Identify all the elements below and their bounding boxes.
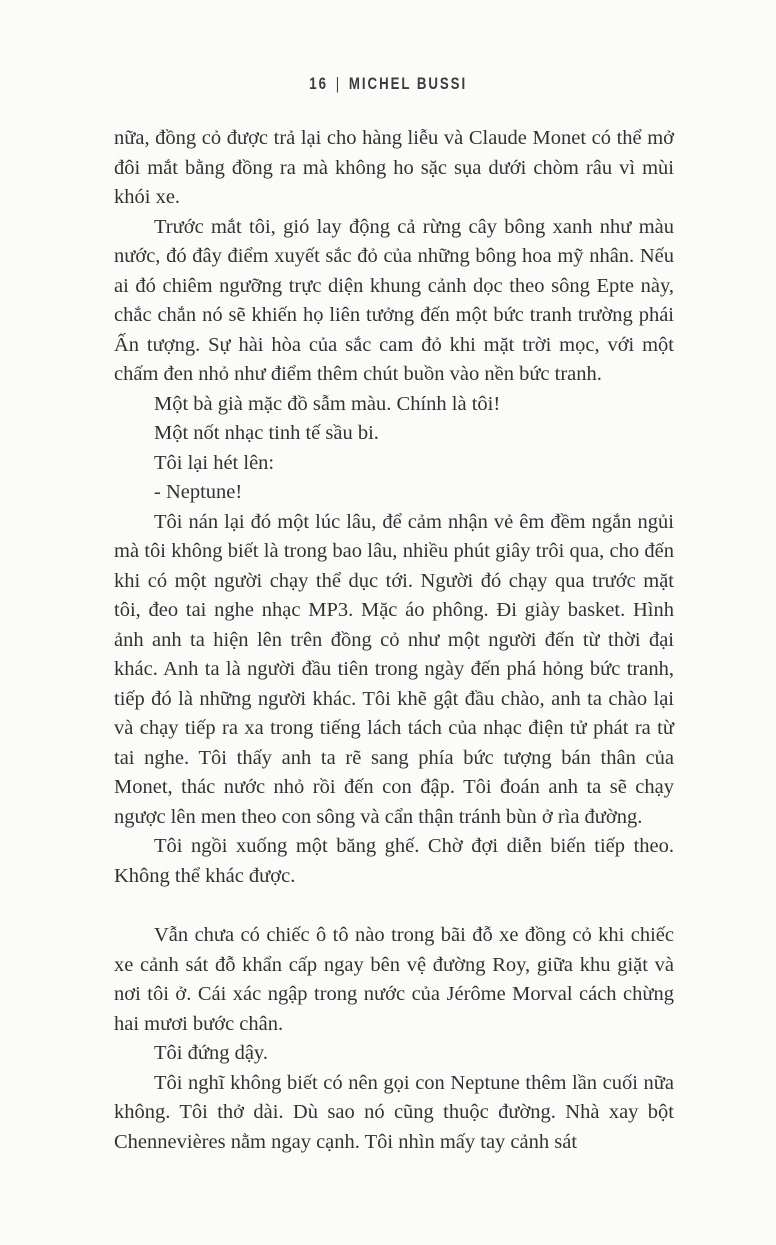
paragraph: Vẫn chưa có chiếc ô tô nào trong bãi đỗ xe đồng cỏ khi chiếc xe cảnh sát đỗ khẩn cấp ngay bên vệ đường Roy, giữa khu giặt và nơi tôi ở. Cái xác ngập trong nước của Jérôme Morval cách chừng hai mươi bước chân. [114, 924, 674, 1035]
paragraph: Tôi nán lại đó một lúc lâu, để cảm nhận vẻ êm đềm ngắn ngủi mà tôi không biết là trong bao lâu, nhiều phút giây trôi qua, cho đến khi có một người chạy thể dục tới. Người đó chạy qua trước mặt tôi, đeo tai nghe nhạc MP3. Mặc áo phông. Đi giày basket. Hình ảnh anh ta hiện lên trên đồng cỏ như một người đến từ thời đại khác. Anh ta là người đầu tiên trong ngày đến phá hỏng bức tranh, tiếp đó là những người khác. Tôi khẽ gật đầu chào, anh ta chào lại và chạy tiếp ra xa trong tiếng lách tách của nhạc điện tử phát ra từ tai nghe. Tôi thấy anh ta rẽ sang phía bức tượng bán thân của Monet, thác nước nhỏ rồi đến con đập. Tôi đoán anh ta sẽ chạy ngược lên men theo con sông và cẩn thận tránh bùn ở rìa đường. [114, 510, 674, 828]
paragraph: Tôi ngồi xuống một băng ghế. Chờ đợi diễn biến tiếp theo. Không thể khác được. [114, 835, 674, 887]
paragraph: Tôi đứng dậy. [154, 1042, 268, 1064]
paragraph: nữa, đồng cỏ được trả lại cho hàng liễu và Claude Monet có thể mở đôi mắt bằng đồng ra mà không ho sặc sụa dưới chòm râu vì mùi khói xe. [114, 127, 674, 208]
running-header-text [309, 74, 467, 94]
page-number: 16 [309, 74, 328, 93]
dialogue-line: - Neptune! [154, 481, 243, 503]
body-text [114, 124, 674, 1157]
paragraph: Một nốt nhạc tinh tế sầu bi. [154, 422, 379, 444]
paragraph: Một bà già mặc đồ sẫm màu. Chính là tôi! [154, 392, 501, 415]
header-separator: | [335, 74, 341, 93]
author-name: MICHEL BUSSI [348, 74, 467, 93]
running-header [0, 74, 776, 94]
paragraph: Tôi nghĩ không biết có nên gọi con Neptune thêm lần cuối nữa không. Tôi thở dài. Dù sao nó cũng thuộc đường. Nhà xay bột Chennevières nằm ngay cạnh. Tôi nhìn mấy tay cảnh sát [114, 1071, 674, 1153]
paragraph: Tôi lại hét lên: [154, 451, 275, 474]
paragraph: Trước mắt tôi, gió lay động cả rừng cây bông xanh như màu nước, đó đây điểm xuyết sắc đỏ của những bông hoa mỹ nhân. Nếu ai đó chiêm ngưỡng trực diện khung cảnh dọc theo sông Epte này, chắc chắn nó sẽ khiến họ liên tưởng đến một bức tranh trường phái Ấn tượng. Sự hài hòa của sắc cam đỏ khi mặt trời mọc, với một chấm đen nhỏ như điểm thêm chút buồn vào nền bức tranh. [114, 215, 674, 385]
